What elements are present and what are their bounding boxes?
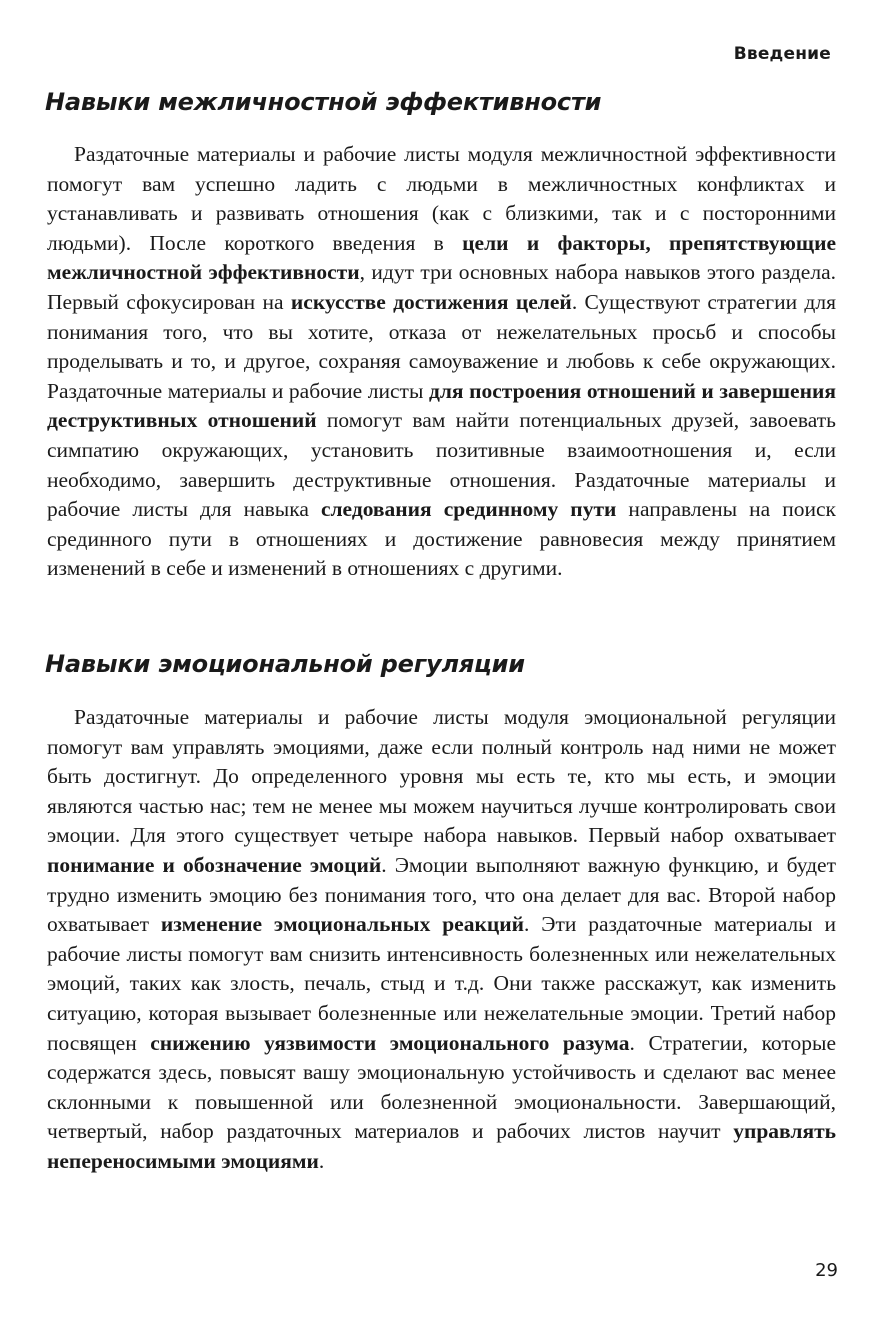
emphasis-managing-extreme-emotions: управлять непереносимыми эмоциями (47, 1119, 836, 1173)
text-run: направлены на поиск срединного пути в отношениях и достижение равновесия между принятием изменений в себе и изменений в отношениях с другими. (47, 497, 836, 581)
text-run: . (318, 1148, 325, 1173)
running-head: Введение (733, 44, 831, 64)
section-title-emotion-regulation: Навыки эмоциональной регуляции (45, 650, 525, 678)
emphasis-reducing-vulnerability: снижению уязвимости эмоционального разума (150, 1030, 630, 1055)
paragraph-interpersonal-effectiveness (47, 140, 836, 584)
emphasis-building-relationships: для построения отношений и завершения деструктивных отношений (47, 378, 836, 433)
text-run: . Эти раздаточные материалы и рабочие листы помогут вам снизить интенсивность болезненных или нежелательных эмоций, таких как злость, печаль, стыд и т.д. Они также расскажут, как изменить ситуацию, которая вызывает болезненные или нежелательные эмоции. Третий набор посвящен (47, 912, 836, 1055)
text-run: помогут вам найти потенциальных друзей, завоевать симпатию окружающих, установить позитивные взаимоотношения и, если необходимо, завершить деструктивные отношения. Раздаточные материалы и рабочие листы для навыка (47, 408, 836, 522)
emphasis-understanding-emotions: понимание и обозначение эмоций (47, 852, 382, 877)
text-run: Раздаточные материалы и рабочие листы модуля межличностной эффективности помогут вам успешно ладить с людьми в межличностных конфликтах и устанавливать и развивать отношения (как с близкими, так и с посторонними людьми). После короткого введения в (47, 142, 836, 255)
text-run: . Существуют стратегии для понимания того, что вы хотите, отказа от нежелательных просьб и способы проделывать и то, и другое, сохраняя самоуважение и любовь к себе окружающих. Раздаточные материалы и рабочие листы (47, 289, 836, 403)
page-number: 29 (815, 1260, 838, 1281)
text-run: . Эмоции выполняют важную функцию, и будет трудно изменить эмоцию без понимания того, что она делает для вас. Второй набор охватывает (47, 852, 836, 937)
paragraph-emotion-regulation (47, 703, 836, 1177)
text-run: Раздаточные материалы и рабочие листы модуля эмоциональной регуляции помогут вам управлять эмоциями, даже если полный контроль над ними не может быть достигнут. До определенного уровня мы есть те, кто мы есть, и эмоции являются частью нас; тем не менее мы можем научиться лучше контролировать свои эмоции. Для этого существует четыре набора навыков. Первый набор охватывает (47, 705, 836, 848)
emphasis-objectives-effectiveness: искусстве достижения целей (290, 289, 572, 314)
section-title-interpersonal-effectiveness: Навыки межличностной эффективности (45, 88, 602, 116)
text-run: , идут три основных набора навыков этого раздела. Первый сфокусирован на (47, 260, 836, 314)
text-run: . Стратегии, которые содержатся здесь, повысят вашу эмоциональную устойчивость и сделают вас менее склонными к повышенной или болезненной эмоциональности. Завершающий, четвертый, набор раздаточных материалов и рабочих листов научит (47, 1030, 836, 1144)
emphasis-walking-middle-path: следования срединному пути (320, 497, 617, 522)
emphasis-goals-and-obstacles: цели и факторы, препятствующие межличностной эффективности (47, 230, 836, 285)
emphasis-changing-emotional-responses: изменение эмоциональных реакций (160, 912, 525, 937)
